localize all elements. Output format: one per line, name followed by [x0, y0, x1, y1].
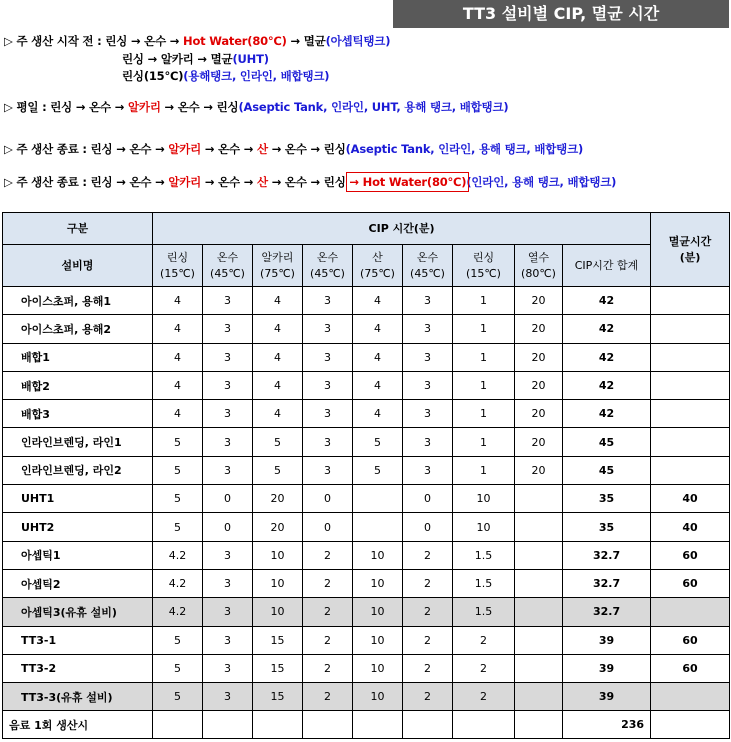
- cip-value: 3: [403, 343, 453, 371]
- cip-value: [515, 598, 563, 626]
- cip-total: 42: [563, 315, 651, 343]
- cip-value: 3: [403, 315, 453, 343]
- cip-value: 3: [403, 428, 453, 456]
- cip-value: 3: [403, 287, 453, 315]
- table-row: [3, 654, 730, 682]
- cip-value: 10: [453, 485, 515, 513]
- column-header: 린싱 (15℃): [153, 245, 203, 287]
- cip-value: 3: [203, 315, 253, 343]
- cip-value: 10: [453, 513, 515, 541]
- cip-value: 20: [515, 315, 563, 343]
- cip-total: 39: [563, 683, 651, 711]
- sterilization-time: [651, 683, 730, 711]
- footer-total: 236: [563, 711, 651, 739]
- cip-value: 4: [353, 371, 403, 399]
- cip-value: 1: [453, 400, 515, 428]
- footer-label: 음료 1회 생산시: [3, 711, 153, 739]
- cip-value: 1.5: [453, 598, 515, 626]
- cip-value: 3: [403, 400, 453, 428]
- cip-value: 2: [303, 654, 353, 682]
- table-row: [3, 626, 730, 654]
- table-row: [3, 683, 730, 711]
- cip-value: 2: [403, 541, 453, 569]
- cip-value: 20: [253, 485, 303, 513]
- cip-value: [515, 541, 563, 569]
- column-header: 알카리 (75℃): [253, 245, 303, 287]
- cip-value: 5: [153, 485, 203, 513]
- cip-value: 3: [303, 371, 353, 399]
- cip-value: 2: [453, 626, 515, 654]
- cip-total: 35: [563, 485, 651, 513]
- page-title: TT3 설비별 CIP, 멸균 시간: [393, 0, 729, 28]
- cip-value: 1: [453, 371, 515, 399]
- cip-value: 0: [203, 513, 253, 541]
- cip-value: 4: [253, 371, 303, 399]
- cip-value: 10: [253, 541, 303, 569]
- cip-value: 4.2: [153, 598, 203, 626]
- sterilization-time: [651, 315, 730, 343]
- sterilization-time: [651, 343, 730, 371]
- equipment-name: 아셉틱2: [3, 569, 153, 597]
- cip-value: 3: [203, 598, 253, 626]
- cip-total: 39: [563, 626, 651, 654]
- cip-value: 1: [453, 287, 515, 315]
- sterilization-time: 60: [651, 654, 730, 682]
- cip-value: 3: [303, 456, 353, 484]
- equipment-name: 배합1: [3, 343, 153, 371]
- cip-value: 1.5: [453, 569, 515, 597]
- cip-value: 5: [253, 456, 303, 484]
- cip-value: 3: [203, 428, 253, 456]
- cip-value: 5: [353, 428, 403, 456]
- cip-value: [353, 485, 403, 513]
- cip-value: 5: [153, 428, 203, 456]
- cip-value: 0: [203, 485, 253, 513]
- sterilization-time: 40: [651, 513, 730, 541]
- equipment-name: 아셉틱3(유휴 설비): [3, 598, 153, 626]
- table-row: [3, 513, 730, 541]
- cip-value: 3: [203, 456, 253, 484]
- sterilization-time: 60: [651, 626, 730, 654]
- table-row: [3, 315, 730, 343]
- footer-row: [3, 711, 730, 739]
- sterilization-time: [651, 428, 730, 456]
- cip-value: 10: [253, 598, 303, 626]
- cip-value: 1: [453, 456, 515, 484]
- cip-value: 4: [153, 371, 203, 399]
- cip-value: 0: [303, 485, 353, 513]
- cip-value: 0: [303, 513, 353, 541]
- sterilization-time: [651, 456, 730, 484]
- cip-value: 20: [515, 456, 563, 484]
- cip-total: 32.7: [563, 598, 651, 626]
- equipment-name: UHT2: [3, 513, 153, 541]
- note-line-5: ▷ 주 생산 종료 : 린싱 → 온수 → 알카리 → 온수 → 산 → 온수 → 린싱(Aseptic Tank, 인라인, 용해 탱크, 배합탱크): [4, 142, 584, 156]
- cip-value: 2: [403, 654, 453, 682]
- cip-total: 45: [563, 428, 651, 456]
- note-line-4: ▷ 평일 : 린싱 → 온수 → 알카리 → 온수 → 린싱(Aseptic Tank, 인라인, UHT, 용해 탱크, 배합탱크): [4, 100, 509, 114]
- cip-value: 4: [253, 315, 303, 343]
- column-header: 온수 (45℃): [203, 245, 253, 287]
- cip-value: 15: [253, 683, 303, 711]
- table-row: [3, 456, 730, 484]
- hot-water-highlight: → Hot Water(80℃): [349, 175, 467, 189]
- table-row: [3, 541, 730, 569]
- cip-value: 4: [353, 400, 403, 428]
- cip-value: 2: [403, 626, 453, 654]
- cip-value: 4: [153, 315, 203, 343]
- sterilization-time: [651, 598, 730, 626]
- cip-value: 3: [303, 428, 353, 456]
- cip-total: 42: [563, 400, 651, 428]
- cip-value: 3: [203, 541, 253, 569]
- cip-value: 2: [303, 683, 353, 711]
- cip-value: 4.2: [153, 569, 203, 597]
- cip-value: 2: [453, 683, 515, 711]
- sterilization-time: 40: [651, 485, 730, 513]
- cip-value: 4: [353, 287, 403, 315]
- note-line-2: 린싱 → 알카리 → 멸균(UHT): [122, 52, 269, 66]
- cip-value: 5: [153, 654, 203, 682]
- cip-value: 2: [303, 541, 353, 569]
- column-header: 산 (75℃): [353, 245, 403, 287]
- cip-total: 32.7: [563, 569, 651, 597]
- cip-value: [515, 683, 563, 711]
- cip-total: 35: [563, 513, 651, 541]
- table-row: [3, 371, 730, 399]
- cip-value: 3: [303, 343, 353, 371]
- cip-value: 3: [303, 400, 353, 428]
- cip-value: 3: [403, 456, 453, 484]
- cip-total: 32.7: [563, 541, 651, 569]
- cip-total: 42: [563, 371, 651, 399]
- cip-value: 4: [253, 287, 303, 315]
- equipment-header: 설비명: [3, 245, 153, 287]
- cip-value: 3: [203, 287, 253, 315]
- note-line-6: ▷ 주 생산 종료 : 린싱 → 온수 → 알카리 → 온수 → 산 → 온수 → 린싱 → Hot Water(80℃)(인라인, 용해 탱크, 배합탱크): [4, 175, 617, 189]
- cip-value: 4: [153, 400, 203, 428]
- note-line-3: 린싱(15℃)(용해탱크, 인라인, 배합탱크): [122, 69, 330, 83]
- note-line-1: ▷ 주 생산 시작 전 : 린싱 → 온수 → Hot Water(80℃) → 멸균(아셉틱탱크): [4, 34, 391, 48]
- equipment-name: TT3-2: [3, 654, 153, 682]
- equipment-name: 아셉틱1: [3, 541, 153, 569]
- cip-value: 3: [203, 626, 253, 654]
- cip-value: 10: [353, 626, 403, 654]
- cip-value: 4: [353, 343, 403, 371]
- cip-value: 0: [403, 485, 453, 513]
- equipment-name: 인라인브렌딩, 라인1: [3, 428, 153, 456]
- cip-value: 20: [515, 371, 563, 399]
- column-header: 온수 (45℃): [303, 245, 353, 287]
- column-header: CIP시간 합계: [563, 245, 651, 287]
- cip-value: 3: [203, 400, 253, 428]
- cip-value: 4: [253, 343, 303, 371]
- cip-value: 20: [515, 428, 563, 456]
- cip-value: 15: [253, 654, 303, 682]
- cip-value: 3: [303, 315, 353, 343]
- table-row: [3, 400, 730, 428]
- cip-value: 1: [453, 428, 515, 456]
- cip-value: 3: [203, 683, 253, 711]
- sterilization-time: [651, 371, 730, 399]
- table-row: [3, 428, 730, 456]
- cip-value: 10: [353, 654, 403, 682]
- cip-total: 42: [563, 287, 651, 315]
- cip-value: [353, 513, 403, 541]
- cip-value: 3: [203, 569, 253, 597]
- cip-value: [515, 485, 563, 513]
- cip-value: 10: [253, 569, 303, 597]
- sterilization-time: 60: [651, 541, 730, 569]
- column-header: 온수 (45℃): [403, 245, 453, 287]
- cip-value: 2: [403, 569, 453, 597]
- cip-value: [515, 654, 563, 682]
- cip-table: [2, 212, 730, 739]
- cip-value: 2: [403, 598, 453, 626]
- cip-value: 10: [353, 683, 403, 711]
- cip-value: 5: [153, 513, 203, 541]
- equipment-name: 아이스초퍼, 용해1: [3, 287, 153, 315]
- cip-total: 42: [563, 343, 651, 371]
- cip-value: 4: [253, 400, 303, 428]
- cip-value: 5: [353, 456, 403, 484]
- table-row: [3, 287, 730, 315]
- cip-value: [515, 513, 563, 541]
- equipment-name: 배합2: [3, 371, 153, 399]
- cip-value: 2: [453, 654, 515, 682]
- cip-value: 2: [303, 626, 353, 654]
- cip-time-header: CIP 시간(분): [153, 213, 651, 245]
- cip-value: 20: [515, 400, 563, 428]
- category-header: 구분: [3, 213, 153, 245]
- cip-value: 5: [153, 683, 203, 711]
- cip-value: 5: [253, 428, 303, 456]
- cip-value: 10: [353, 541, 403, 569]
- cip-value: 3: [303, 287, 353, 315]
- cip-value: 1: [453, 315, 515, 343]
- table-row: [3, 598, 730, 626]
- cip-value: 2: [303, 598, 353, 626]
- cip-value: 20: [253, 513, 303, 541]
- equipment-name: 아이스초퍼, 용해2: [3, 315, 153, 343]
- sterilization-time: [651, 287, 730, 315]
- cip-value: [515, 569, 563, 597]
- cip-value: 2: [303, 569, 353, 597]
- column-header: 열수 (80℃): [515, 245, 563, 287]
- equipment-name: TT3-3(유휴 설비): [3, 683, 153, 711]
- sterilization-time: 60: [651, 569, 730, 597]
- cip-value: 4: [353, 315, 403, 343]
- cip-value: 4: [153, 343, 203, 371]
- sterilization-header: 멸균시간 (분): [651, 213, 730, 287]
- cip-total: 39: [563, 654, 651, 682]
- table-row: [3, 569, 730, 597]
- cip-value: [515, 626, 563, 654]
- cip-value: 20: [515, 287, 563, 315]
- cip-value: 0: [403, 513, 453, 541]
- cip-value: 1.5: [453, 541, 515, 569]
- column-header: 린싱 (15℃): [453, 245, 515, 287]
- cip-value: 10: [353, 569, 403, 597]
- equipment-name: TT3-1: [3, 626, 153, 654]
- cip-value: 4.2: [153, 541, 203, 569]
- table-row: [3, 343, 730, 371]
- cip-value: 3: [203, 371, 253, 399]
- cip-value: 15: [253, 626, 303, 654]
- cip-value: 3: [203, 343, 253, 371]
- cip-value: 10: [353, 598, 403, 626]
- cip-value: 4: [153, 287, 203, 315]
- equipment-name: 인라인브렌딩, 라인2: [3, 456, 153, 484]
- equipment-name: 배합3: [3, 400, 153, 428]
- cip-value: 5: [153, 456, 203, 484]
- sterilization-time: [651, 400, 730, 428]
- cip-value: 5: [153, 626, 203, 654]
- cip-value: 20: [515, 343, 563, 371]
- cip-total: 45: [563, 456, 651, 484]
- table-row: [3, 485, 730, 513]
- equipment-name: UHT1: [3, 485, 153, 513]
- cip-value: 3: [403, 371, 453, 399]
- cip-value: 1: [453, 343, 515, 371]
- cip-value: 2: [403, 683, 453, 711]
- cip-value: 3: [203, 654, 253, 682]
